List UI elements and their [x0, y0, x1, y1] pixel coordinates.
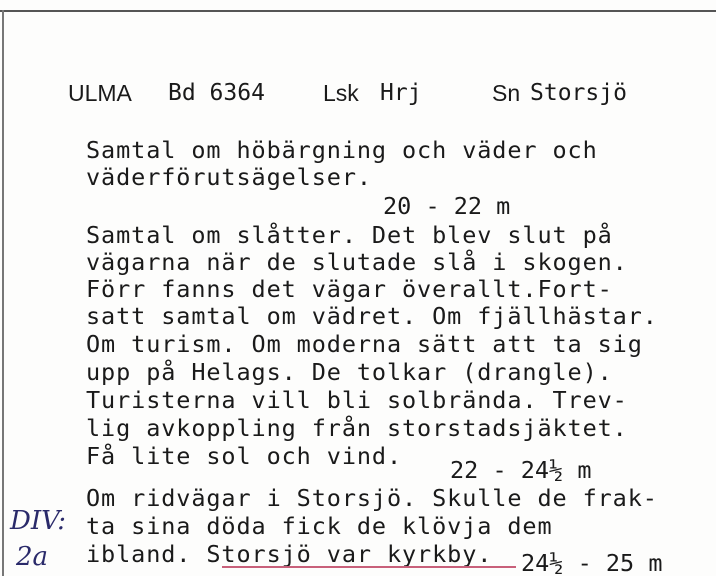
- body-line: Förr fanns det vägar överallt.Fort-: [86, 275, 613, 303]
- range-marker: 22 - 24½ m: [450, 456, 592, 484]
- body-line: ibland. Storsjö var kyrkby.: [86, 540, 493, 568]
- handwritten-note: DIV:: [10, 506, 67, 536]
- archive-number: Bd 6364: [168, 80, 265, 106]
- sn-value: Storsjö: [530, 80, 627, 106]
- body-line: upp på Helags. De tolkar (drangle).: [86, 358, 613, 386]
- lsk-value: Hrj: [380, 80, 422, 106]
- body-line: Samtal om slåtter. Det blev slut på: [86, 221, 613, 249]
- body-line: vägarna när de slutade slå i skogen.: [86, 248, 628, 276]
- card-top-border: [0, 10, 716, 12]
- body-line: väderförutsägelser.: [86, 163, 372, 191]
- card-left-border: [2, 10, 4, 576]
- lsk-label: Lsk: [323, 80, 359, 106]
- pink-underline: [222, 566, 516, 568]
- archive-code: ULMA: [68, 80, 132, 106]
- body-line: lig avkoppling från storstadsjäktet.: [86, 414, 628, 442]
- handwritten-note: 2a: [16, 542, 49, 572]
- range-marker: 20 - 22 m: [383, 192, 511, 220]
- body-line: Om ridvägar i Storsjö. Skulle de frak-: [86, 484, 658, 512]
- body-line: ta sina döda fick de klövja dem: [86, 512, 553, 540]
- body-line: Få lite sol och vind.: [86, 442, 403, 470]
- body-line: Samtal om höbärgning och väder och: [86, 136, 598, 164]
- sn-label: Sn: [492, 80, 521, 106]
- body-line: satt samtal om vädret. Om fjällhästar.: [86, 302, 658, 330]
- range-marker: 24½ - 25 m: [521, 549, 663, 577]
- body-line: Turisterna vill bli solbrända. Trev-: [86, 386, 628, 414]
- body-line: Om turism. Om moderna sätt att ta sig: [86, 330, 643, 358]
